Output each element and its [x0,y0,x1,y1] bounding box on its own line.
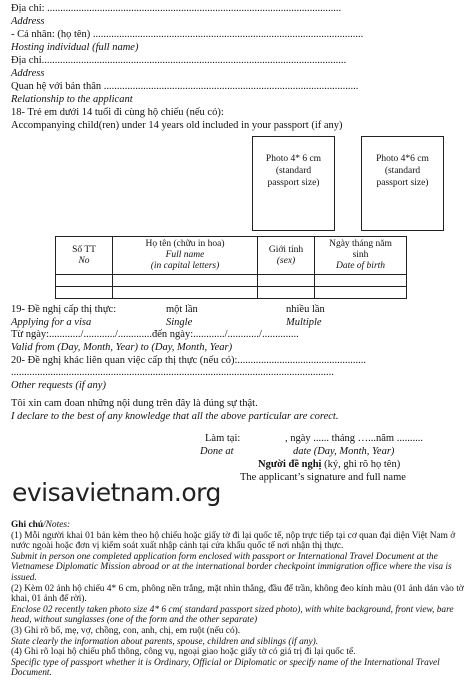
done-at-vi: Làm tại: [205,433,241,444]
host-individual-label-en: Hosting individual (full name) [11,42,139,53]
host-individual-line: - Cá nhân: (họ tên) ....................................................................................................... [11,29,364,40]
done-at-en: Done at [200,446,234,457]
table-cell[interactable] [113,275,258,287]
q20-label-en: Other requests (if any) [11,380,106,391]
photo-box-1-line1: Photo 4* 6 cm [265,154,322,164]
table-row [56,287,407,299]
photo-box-2-line3: passport size) [376,178,429,188]
q19-single-vi: một lần [166,304,198,315]
declaration-en: I declare to the best of any knowledge that all the above particular are corect. [11,411,339,422]
table-cell[interactable] [315,275,407,287]
note-2-vi: (2) Kèm 02 ảnh hộ chiếu 4* 6 cm, phông nền trắng, mặt nhìn thẳng, đầu để trần, không đeo kính màu (01 ảnh dán vào tờ khai, 01 ảnh để rời). [11,583,464,605]
table-cell[interactable] [315,287,407,299]
q20-dots: ........................................................................................................................... [11,367,334,378]
photo-box-2-line2: (standard [384,166,421,176]
note-2-en: Enclose 02 recently taken photo size 4* 6 cm( standard passport sized photo), with white background, front view, bare head, without sunglasses (one of the form and the other separate) [11,604,454,626]
date-en: date (Day, Month, Year) [293,446,395,457]
address-label-en: Address [11,16,45,27]
notes-section [11,520,466,679]
host-address-label-en: Address [11,68,45,79]
q19-label-en: Applying for a visa [11,317,92,328]
photo-box-1 [252,136,335,231]
children-table [55,236,407,299]
relationship-line: Quan hệ với bản thân ................................................................................................. [11,81,359,92]
q19-multiple-vi: nhiều lần [286,304,325,315]
q19-multiple-en: Multiple [286,317,322,328]
q19-label: 19- Đề nghị cấp thị thực: [11,304,117,315]
children-table-header [56,237,407,275]
photo-box-2-line1: Photo 4*6 cm [376,154,429,164]
watermark-logo: evisavietnam.org [12,478,221,507]
header-full-name: Họ tên (chữu in hoa) Full name (in capital letters) [113,237,258,275]
table-cell[interactable] [258,275,315,287]
table-cell[interactable] [258,287,315,299]
table-cell[interactable] [113,287,258,299]
photo-box-1-line3: passport size) [267,178,320,188]
host-address-line: Địa chỉ.................................................................................................................... [11,55,347,66]
address-line: Địa chỉ: ................................................................................................................ [11,3,342,14]
valid-from-line: Từ ngày:............/............/.............đến ngày:............/............/.............. [11,329,299,340]
header-no: Số TT No [56,237,113,275]
table-row [56,275,407,287]
table-cell[interactable] [56,275,113,287]
signer-vi: Người đề nghị (ký, ghi rõ họ tên) [258,459,401,470]
note-3-en: State clearly the information about parents, spouse, children and siblings (if any). [11,636,319,647]
note-1-vi: (1) Mỗi người khai 01 bản kèm theo hộ chiếu hoặc giấy tờ đi lại quốc tế, nộp trực tiếp tại cơ quan đại diện Việt Nam ở nước ngoài hoặc đơn vị kiểm soát xuất nhập cảnh tại cửa khẩu quốc tế nơi nhận thị thực. [11,530,456,552]
note-1-en: Submit in person one completed application form enclosed with passport or International Travel Document at the Vietnamese Diplomatic Mission abroad or at the international border checkpoint immigration office where the visa is issued. [11,551,452,583]
header-sex: Giới tính (sex) [258,237,315,275]
note-4-en: Specific type of passport whether it is Ordinary, Official or Diplomatic or specify name of the International Travel Document. [11,657,440,679]
note-4-vi: (4) Ghi rõ loại hộ chiếu phổ thông, công vụ, ngoại giao hoặc giấy tờ có giá trị đi lại quốc tế. [11,647,356,658]
photo-box-1-line2: (standard [275,166,312,176]
q18-label: 18- Trẻ em dưới 14 tuổi đi cùng hộ chiếu (nếu có): [11,107,224,118]
relationship-label-en: Relationship to the applicant [11,94,133,105]
signer-en: The applicant’s signature and full name [240,472,406,483]
q19-single-en: Single [166,317,193,328]
photo-box-2 [361,136,444,231]
table-cell[interactable] [56,287,113,299]
q20-label: 20- Đề nghị khác liên quan việc cấp thị thực (nếu có):................................................. [11,355,367,366]
header-date-of-birth: Ngày tháng năm sinh Date of birth [315,237,407,275]
notes-title: Ghi chú/Notes: [11,520,71,530]
declaration-vi: Tôi xin cam đoan những nội dung trên đây là đúng sự thật. [11,398,258,409]
valid-from-label-en: Valid from (Day, Month, Year) to (Day, Month, Year) [11,342,233,353]
q18-label-en: Accompanying child(ren) under 14 years old included in your passport (if any) [11,120,343,131]
date-vi: , ngày ...... tháng …...năm .......... [285,433,423,444]
note-3-vi: (3) Ghi rõ bố, mẹ, vợ, chồng, con, anh, chị, em ruột (nếu có). [11,625,241,636]
